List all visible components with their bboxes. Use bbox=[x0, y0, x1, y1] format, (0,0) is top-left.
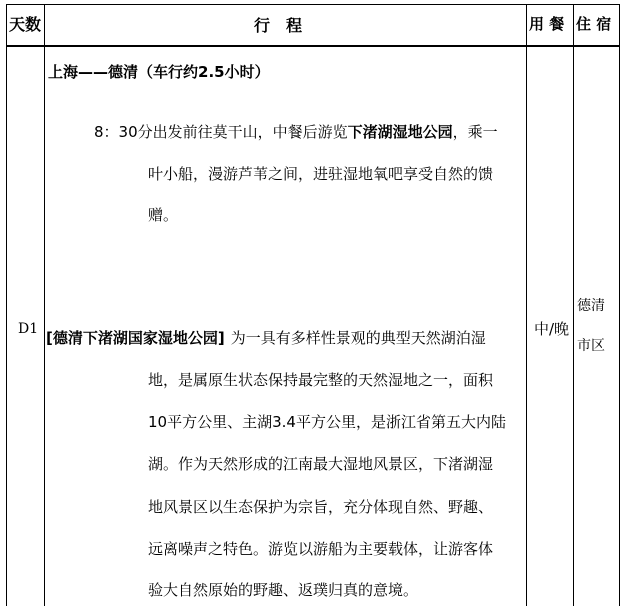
para2-line7: 验大自然原始的野趣、返璞归真的意境。 bbox=[148, 581, 419, 599]
para2-line1 bbox=[46, 331, 486, 346]
para2-line5: 地风景区以生态保护为宗旨，充分体现自然、野趣、 bbox=[148, 498, 494, 516]
para1-line2: 叶小船，漫游芦苇之间，进驻湿地氧吧享受自然的馈 bbox=[148, 165, 494, 183]
highlight-xiazhuhu-park: 下渚湖湿地公园 bbox=[347, 123, 453, 141]
header-itinerary: 行 程 bbox=[254, 16, 303, 35]
col-divider-day bbox=[44, 4, 45, 606]
para1-line1-c: ，乘一 bbox=[452, 123, 498, 141]
lodging-line1: 德清 bbox=[577, 298, 605, 314]
para1-line3: 赠。 bbox=[148, 206, 179, 224]
para2-line4: 湖。作为天然形成的江南最大湿地风景区，下渚湖湿 bbox=[148, 455, 494, 473]
route-title: 上海——德清（车行约2.5小时） bbox=[48, 63, 270, 81]
table-border-right bbox=[619, 4, 620, 606]
header-meals: 用 餐 bbox=[529, 15, 565, 33]
para1-line1-a: 8：30分出发前往莫干山，中餐后游览 bbox=[94, 123, 348, 141]
para1-line1 bbox=[94, 125, 498, 140]
header-day: 天数 bbox=[9, 15, 42, 34]
meals-value: 中/晚 bbox=[534, 320, 570, 338]
col-divider-meals bbox=[573, 4, 574, 606]
para2-line3: 10平方公里、主湖3.4平方公里，是浙江省第五大内陆 bbox=[148, 413, 506, 431]
day-label: D1 bbox=[18, 321, 39, 337]
header-divider bbox=[6, 45, 620, 47]
col-divider-itinerary bbox=[526, 4, 527, 606]
para2-title: [德清下渚湖国家湿地公园] bbox=[46, 329, 225, 347]
table-border-top bbox=[6, 4, 620, 5]
lodging-line2: 市区 bbox=[577, 338, 605, 354]
table-border-left bbox=[6, 4, 7, 606]
para2-line1-rest: 为一具有多样性景观的典型天然湖泊湿 bbox=[230, 329, 486, 347]
header-lodging: 住 宿 bbox=[576, 15, 612, 33]
para2-line2: 地，是属原生状态保持最完整的天然湿地之一，面积 bbox=[148, 371, 494, 389]
para2-line6: 远离噪声之特色。游览以游船为主要载体，让游客体 bbox=[148, 540, 494, 558]
